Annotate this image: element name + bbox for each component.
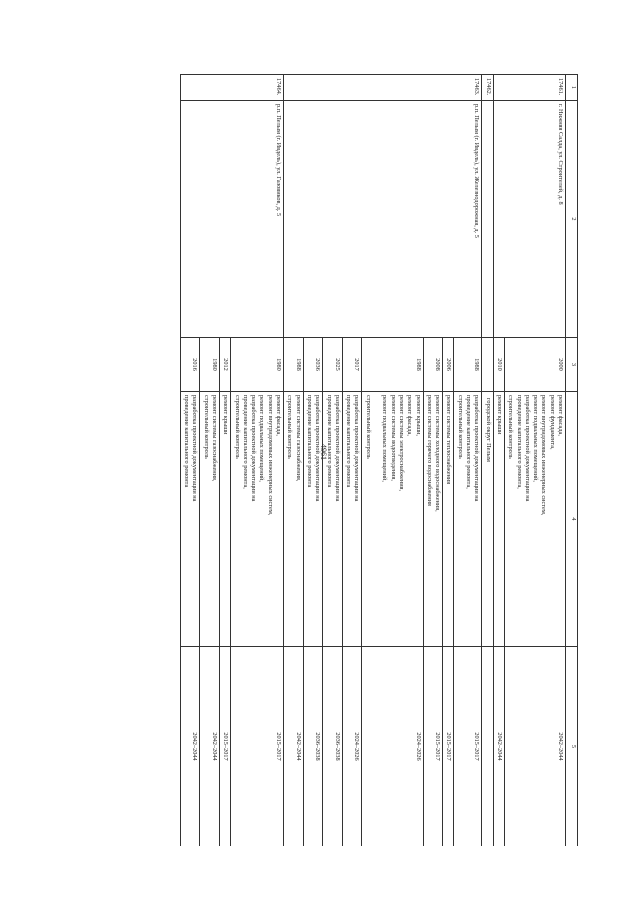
work-item: [372, 395, 380, 643]
work-item: разработка проектной документации на: [250, 395, 258, 502]
page-number: 4961: [319, 444, 328, 460]
work-item: строительный контроль: [456, 395, 464, 459]
year-cell: 2017: [342, 338, 362, 392]
work-item: ремонт системы горячего водоснабжения: [425, 395, 433, 506]
works-cell: [342, 392, 362, 647]
works-cell: [180, 392, 200, 647]
rotated-table-wrapper: [86, 74, 578, 846]
work-item: разработка проектной документации на: [191, 395, 199, 502]
works-cell: [231, 392, 284, 647]
region-spacer: [482, 647, 493, 847]
work-item: ремонт системы водоотведения,: [389, 395, 397, 481]
work-item: проведение капитального ремонта: [305, 395, 313, 488]
work-item: строительный контроль: [507, 395, 515, 459]
period-cell: 2042–2044: [180, 647, 200, 847]
period-cell: 2042–2044: [284, 647, 304, 847]
work-item: ремонт фасада,: [275, 395, 283, 436]
table-row: [454, 75, 482, 847]
works-cell: [423, 392, 443, 647]
period-cell: 2024–2026: [362, 647, 423, 847]
row-number: 17464.: [180, 75, 283, 101]
work-item: проведение капитального ремонта,: [241, 395, 249, 489]
region-spacer: [482, 101, 493, 338]
work-item: ремонт крыши,: [414, 395, 422, 437]
header-row: [566, 75, 578, 847]
building-address: г. Нижняя Салда, ул. Строителей, д. 8: [493, 101, 565, 338]
row-number: 17463.: [284, 75, 482, 101]
works-cell: [323, 392, 343, 647]
work-item: проведение капитального ремонта,: [465, 395, 473, 489]
header-col-3: 3: [566, 338, 578, 392]
period-cell: 2015–2017: [454, 647, 482, 847]
work-item: ремонт системы электроснабжения,: [397, 395, 405, 492]
work-item: проведение капитального ремонта: [183, 395, 191, 488]
work-item: разработка проектной документации на: [523, 395, 531, 502]
period-cell: 2015–2017: [220, 647, 231, 847]
region-row: [482, 75, 493, 847]
region-spacer: [482, 338, 493, 392]
header-col-2: 2: [566, 101, 578, 338]
work-item: проведение капитального ремонта,: [515, 395, 523, 489]
work-item: ремонт крыши: [222, 395, 230, 435]
year-cell: 2025: [323, 338, 343, 392]
year-cell: 2008: [423, 338, 443, 392]
work-item: ремонт внутридомовых инженерных систем,: [266, 395, 274, 516]
header-col-4: 4: [566, 392, 578, 647]
period-cell: 2036–2038: [323, 647, 343, 847]
works-cell: [504, 392, 565, 647]
period-cell: 2015–2017: [423, 647, 443, 847]
year-cell: 2010: [493, 338, 504, 392]
work-item: проведение капитального ремонта: [325, 395, 333, 488]
table-row: [504, 75, 565, 847]
work-item: ремонт фасада,: [557, 395, 564, 436]
works-cell: [200, 392, 220, 647]
work-item: разработка проектной документации на: [353, 395, 361, 502]
work-item: ремонт системы газоснабжения,: [211, 395, 219, 482]
work-item: разработка проектной документации на: [333, 395, 341, 502]
table-body: [180, 75, 565, 847]
repair-schedule-table: [180, 74, 578, 846]
work-item: ремонт подвальных помещений,: [381, 395, 389, 482]
table-row: [231, 75, 284, 847]
work-item: ремонт подвальных помещений,: [532, 395, 540, 482]
year-cell: 2006: [443, 338, 454, 392]
work-item: ремонт подвальных помещений,: [258, 395, 266, 482]
work-item: разработка проектной документации на: [473, 395, 481, 502]
work-item: строительный контроль: [286, 395, 294, 459]
work-item: разработка проектной документации на: [314, 395, 322, 502]
period-cell: 2024–2026: [342, 647, 362, 847]
period-cell: 2015–2017: [443, 647, 454, 847]
work-item: ремонт фасада,: [406, 395, 414, 436]
year-cell: 1980: [231, 338, 284, 392]
works-cell: [303, 392, 323, 647]
work-item: ремонт системы теплоснабжения: [445, 395, 453, 485]
work-item: ремонт системы газоснабжения,: [294, 395, 302, 482]
works-cell: [493, 392, 504, 647]
works-cell: [220, 392, 231, 647]
works-cell: [454, 392, 482, 647]
works-cell: [284, 392, 304, 647]
period-cell: 2042–2044: [504, 647, 565, 847]
work-item: строительный контроль: [364, 395, 372, 459]
header-col-1: 1: [566, 75, 578, 101]
header-col-5: 5: [566, 647, 578, 847]
year-cell: 2016: [180, 338, 200, 392]
work-item: строительный контроль: [233, 395, 241, 459]
building-address: р.п. Пелым (г. Ивдель), ул. Газовиков, д. 5: [180, 101, 283, 338]
work-item: ремонт крыши: [495, 395, 503, 435]
building-address: р.п. Пелым (г. Ивдель), ул. Железнодорожная, д. 5: [284, 101, 482, 338]
work-item: проведение капитального ремонта: [345, 395, 353, 488]
table-stage: [86, 74, 578, 846]
row-number: 17461.: [493, 75, 565, 101]
year-cell: 2036: [303, 338, 323, 392]
region-title: городской округ Пелым: [482, 392, 493, 647]
period-cell: 2042–2044: [200, 647, 220, 847]
work-item: строительный контроль: [202, 395, 210, 459]
period-cell: 2042–2044: [493, 647, 504, 847]
work-item: ремонт внутридомовых инженерных систем,: [540, 395, 548, 516]
period-cell: 2036–2038: [303, 647, 323, 847]
year-cell: 2012: [220, 338, 231, 392]
year-cell: 1980: [200, 338, 220, 392]
year-cell: 1988: [284, 338, 304, 392]
works-cell: [362, 392, 423, 647]
row-number: 17462.: [482, 75, 493, 101]
work-item: ремонт фундамента,: [548, 395, 556, 450]
works-cell: [443, 392, 454, 647]
year-cell: 1988: [454, 338, 482, 392]
period-cell: 2015–2017: [231, 647, 284, 847]
year-cell: 2000: [504, 338, 565, 392]
year-cell: 1988: [362, 338, 423, 392]
work-item: ремонт системы холодного водоснабжения,: [434, 395, 442, 512]
